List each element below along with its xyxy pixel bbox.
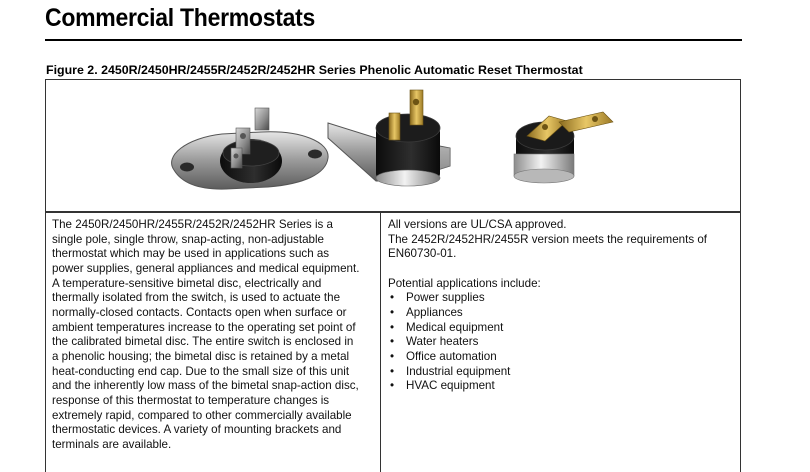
description-line: thermostatic devices. A variety of mounting brackets and	[52, 423, 342, 437]
list-item	[388, 291, 738, 306]
bullet-icon: •	[390, 335, 395, 349]
description-line: single pole, single throw, snap-acting, non-adjustable	[52, 232, 324, 246]
list-item	[388, 379, 738, 394]
thermostat-bracket-mount-image	[328, 90, 450, 186]
applications-list	[388, 291, 738, 394]
description-line: response of this thermostat to temperature changes is	[52, 393, 330, 407]
description-column	[52, 218, 374, 453]
description-line: and the inherently low mass of the bimetal snap-action disc,	[52, 379, 359, 393]
description-line: The 2450R/2450HR/2455R/2452R/2452HR Series is a	[52, 218, 333, 231]
figure-caption: Figure 2. 2450R/2450HR/2455R/2452R/2452HR Series Phenolic Automatic Reset Thermostat	[46, 63, 583, 77]
description-line: ambient temperatures increase to the operating set point of	[52, 320, 356, 334]
approval-line: EN60730-01.	[388, 247, 457, 261]
figure-illustration	[46, 80, 742, 213]
list-item-label: Appliances	[406, 305, 463, 319]
approval-line: The 2452R/2452HR/2455R version meets the requirements of	[388, 232, 708, 246]
description-line: a phenolic housing; the bimetal disc is retained by a metal	[52, 349, 350, 363]
thermostat-end-cap-image	[514, 112, 613, 183]
bullet-icon: •	[390, 291, 395, 305]
title-rule	[45, 39, 742, 41]
approval-line: All versions are UL/CSA approved.	[388, 218, 567, 231]
description-line: thermally isolated from the switch, is used to actuate the	[52, 291, 341, 305]
text-table	[45, 212, 741, 472]
list-item	[388, 350, 738, 365]
list-item-label: Water heaters	[406, 335, 479, 349]
list-item	[388, 306, 738, 321]
description-line: terminals are available.	[52, 437, 172, 451]
description-line: normally-closed contacts. Contacts open when surface or	[52, 305, 347, 319]
list-item	[388, 321, 738, 336]
list-item-label: Power supplies	[406, 291, 485, 305]
list-item	[388, 365, 738, 380]
applications-heading: Potential applications include:	[388, 276, 541, 290]
bullet-icon: •	[390, 349, 395, 363]
description-line: extremely rapid, compared to other commercially available	[52, 408, 352, 422]
bullet-icon: •	[390, 305, 395, 319]
list-item-label: Medical equipment	[406, 320, 504, 334]
description-line: the calibrated bimetal disc. The entire switch is enclosed in	[52, 335, 354, 349]
details-column	[388, 218, 738, 394]
page-title: Commercial Thermostats	[45, 4, 316, 32]
column-divider	[380, 213, 381, 472]
description-line: power supplies, general appliances and medical equipment.	[52, 261, 360, 275]
spacer	[388, 262, 738, 277]
bullet-icon: •	[390, 364, 395, 378]
list-item-label: Industrial equipment	[406, 364, 511, 378]
description-line: thermostat which may be used in applications such as	[52, 247, 330, 261]
list-item	[388, 335, 738, 350]
description-line: A temperature-sensitive bimetal disc, electrically and	[52, 276, 322, 290]
bullet-icon: •	[390, 379, 395, 393]
description-line: heat-conducting end cap. Due to the small size of this unit	[52, 364, 350, 378]
thermostat-flange-mount-image	[172, 108, 329, 189]
list-item-label: Office automation	[406, 349, 497, 363]
bullet-icon: •	[390, 320, 395, 334]
figure-box	[45, 79, 741, 212]
list-item-label: HVAC equipment	[406, 379, 495, 393]
